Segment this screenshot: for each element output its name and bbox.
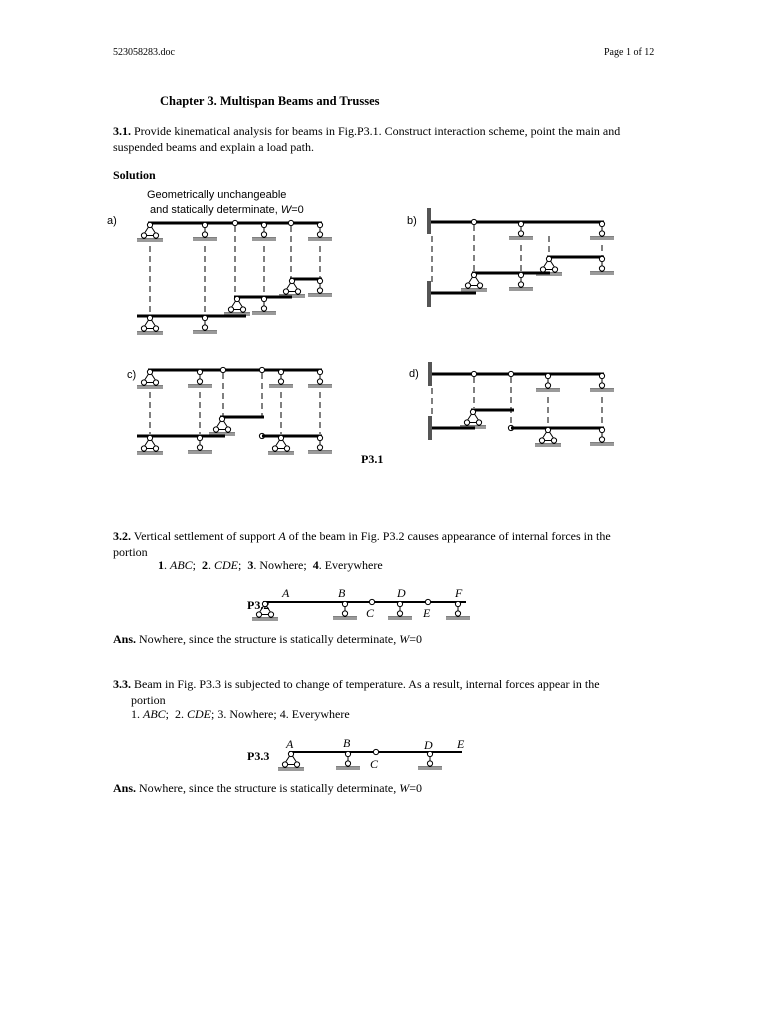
point-a: A [286,737,294,751]
answer-text: Nowhere, since the structure is statically determinate, [139,781,400,795]
option-value: Everywhere [291,707,350,721]
figure-label-a: a) [107,215,117,227]
figure-label-d: d) [409,368,419,380]
option-number: 4 [312,558,319,572]
point-c: C [370,757,379,771]
option-value: Nowhere [259,558,304,572]
option-number: 3 [217,707,224,721]
figure-label-p3-3: P3.3 [247,749,270,763]
answer-label: Ans. [113,781,137,795]
figure-b [407,208,614,307]
figure-note-line1: Geometrically unchangeable [147,189,287,201]
point-b: B [338,586,346,600]
option-number: 2 [202,558,209,572]
answer-eq: =0 [409,632,423,646]
option-number: 1 [131,707,137,721]
support-a-ref: A [278,529,286,543]
figure-label-c: c) [127,369,137,381]
problem-number: 3.2. [113,529,131,543]
point-e: E [423,606,431,620]
problem-text-line2: portion [131,693,166,707]
option-value: CDE [187,707,212,721]
option-number: 1 [158,558,164,572]
point-f: F [455,586,463,600]
problem-text-cont: of the beam in Fig. P3.2 causes appearance of internal forces in the [285,529,611,543]
option-number: 3 [247,558,254,572]
figure-p3-3 [247,736,465,771]
chapter-title: Chapter 3. Multispan Beams and Trusses [160,94,380,108]
option-value: Everywhere [324,558,383,572]
point-d: D [397,586,406,600]
answer-w: W [399,632,410,646]
answer-label: Ans. [113,632,137,646]
options-3-3: 1. ABC; 2. CDE; 3. Nowhere; 4. Everywhere [131,707,350,721]
problem-text: Beam in Fig. P3.3 is subjected to change of temperature. As a result, internal forces appear in the [134,677,600,691]
option-value: ABC [170,558,193,572]
option-value: Nowhere [229,707,274,721]
problem-number: 3.3. [113,677,131,691]
point-b: B [343,736,351,750]
option-value: ABC [143,707,166,721]
figure-label-p3-1: P3.1 [361,452,384,466]
figure-label-b: b) [407,215,417,227]
problem-text: Provide kinematical analysis for beams in Fig.P3.1. Construct interaction scheme, point the main and [134,124,621,138]
figure-a [107,189,332,335]
figure-label-p3-2: P3.2 [247,598,270,612]
point-d: D [424,738,433,752]
point-a: A [282,586,290,600]
page-number: Page 1 of 12 [604,47,655,58]
figure-p3-2 [247,586,470,621]
solution-label: Solution [113,168,156,182]
figure-c [127,367,332,455]
option-number: 2 [175,707,182,721]
problem-text-line2: suspended beams and explain a load path. [113,140,314,154]
options-3-2: 1. ABC; 2. CDE; 3. Nowhere; 4. Everywhere [158,558,383,572]
answer-text: Nowhere, since the structure is statically determinate, [139,632,400,646]
option-value: CDE [214,558,239,572]
problem-text: Vertical settlement of support [133,529,279,543]
doc-filename: 523058283.doc [113,47,175,58]
answer-eq: =0 [409,781,423,795]
point-c: C [366,606,375,620]
problem-text-line2: portion [113,545,148,559]
option-number: 4 [279,707,286,721]
problem-number: 3.1. [113,124,131,138]
figure-note-line2: and statically determinate, W=0 [150,204,304,216]
point-e: E [457,737,465,751]
answer-w: W [399,781,410,795]
figure-d [409,362,614,447]
